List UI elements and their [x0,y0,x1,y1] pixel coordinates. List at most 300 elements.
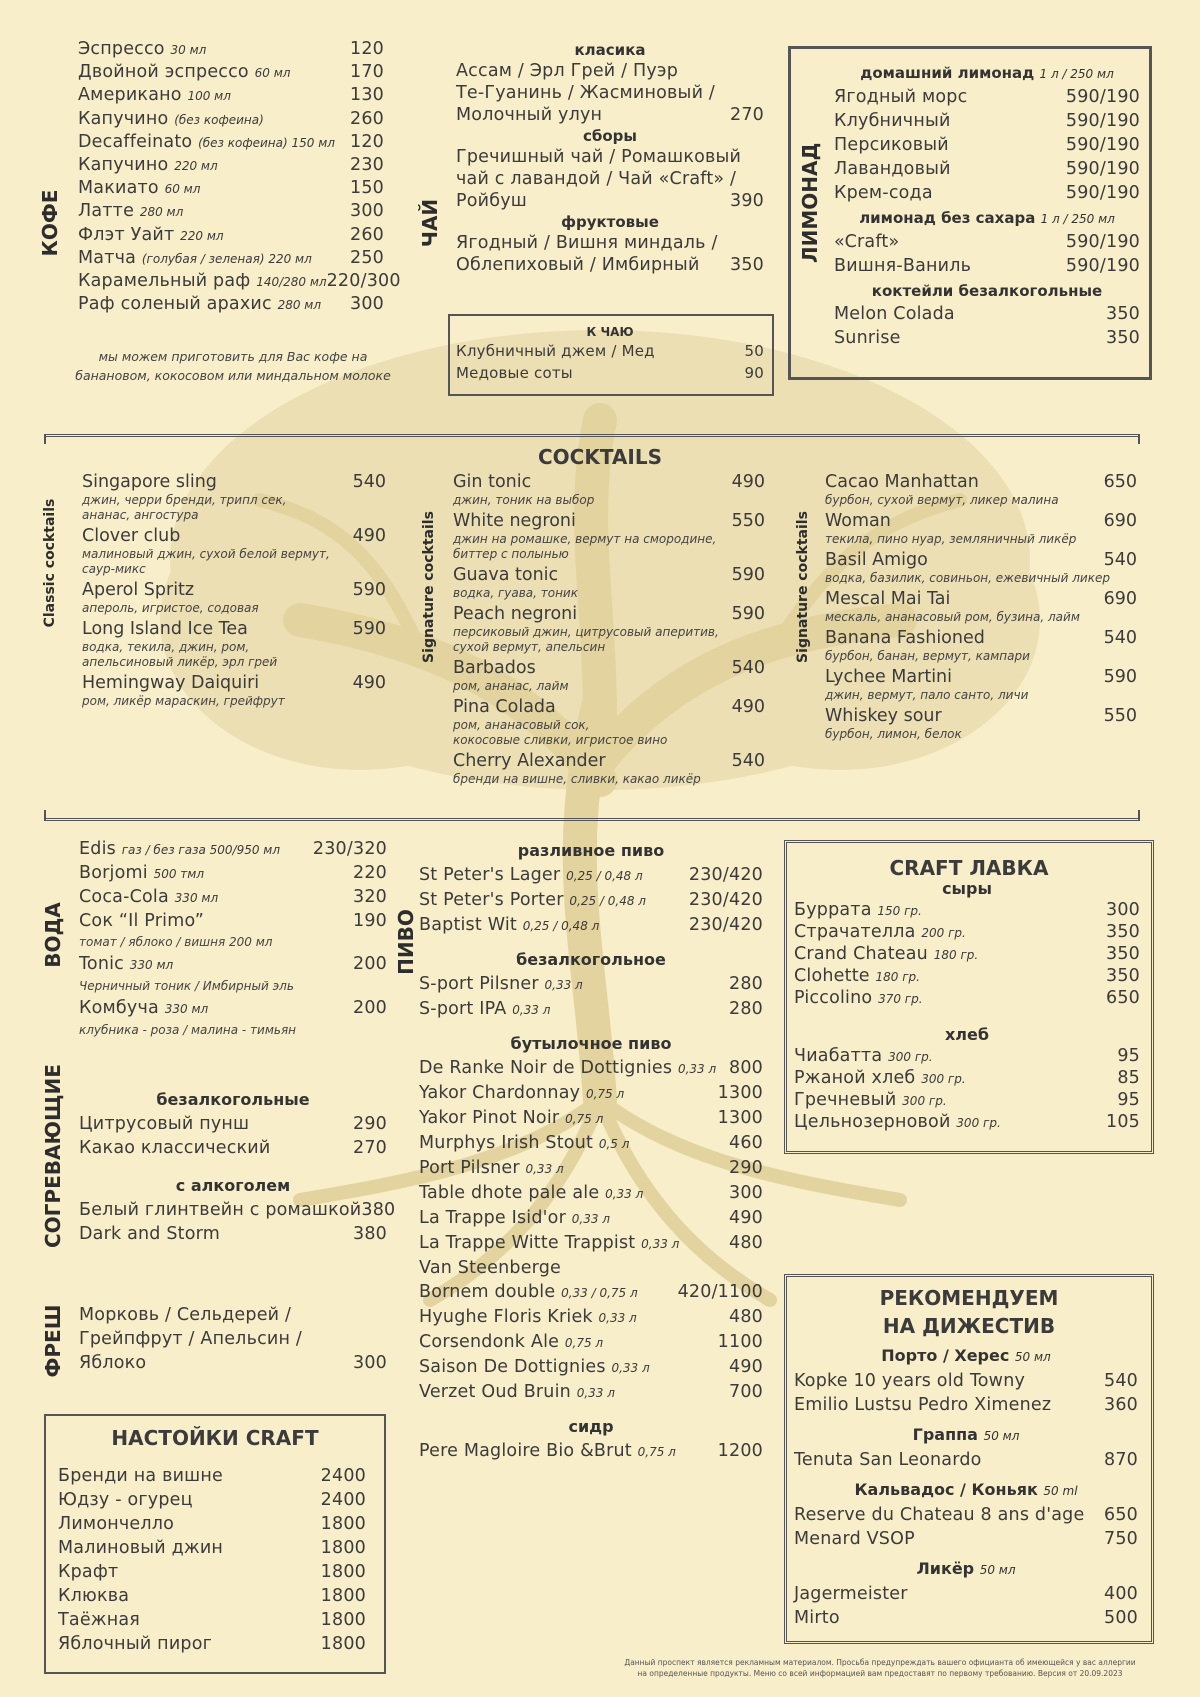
item-name: Латте [78,201,135,222]
cocktail-item [453,471,765,508]
item-note: 370 гр. [878,992,923,1006]
tea-line [456,146,764,168]
item-name-wrap [419,1181,643,1206]
cocktail-ingredients: джин, тоник на выбор [453,493,595,507]
item-price: 500 [1103,1608,1138,1628]
item-price: 590/190 [1065,87,1140,107]
menu-item [419,1081,763,1106]
item-name: Bornem double [419,1282,556,1302]
item-name: Макиато [78,178,159,199]
menu-item [79,838,387,862]
beer-title: ПИВО [394,909,418,975]
menu-item [794,1090,1140,1112]
item-name: Сок “Il Primo” [79,911,205,931]
item-price: 280 [728,999,763,1019]
cocktail-price: 540 [1103,550,1137,570]
item-name: Малиновый джин [58,1538,224,1558]
item-name: Американо [78,85,182,106]
menu-item [79,1136,387,1160]
item-name-wrap [834,254,971,278]
item-price: 250 [349,247,384,268]
item-name-wrap [794,1046,933,1068]
item-price: 260 [349,108,384,129]
item-name: Персиковый [834,135,949,155]
lemonade-group-heading [834,280,1140,302]
craft-shop-list [794,878,1140,1134]
cocktails-title: COCKTAILS [537,445,662,469]
cocktail-row [453,564,765,586]
cocktail-price: 590 [352,580,386,600]
menu-item [419,1280,763,1305]
item-note: 140/280 мл [256,275,327,290]
digestif-heading-text: Ликёр [916,1559,975,1578]
beer-group-heading: бутылочное пиво [510,1034,672,1053]
menu-item [419,1330,763,1355]
item-name: Jagermeister [794,1584,908,1604]
cocktail-price: 540 [731,658,765,678]
item-name: Гречневый [794,1090,897,1110]
water-title: ВОДА [41,902,65,968]
tea-line-text: чай с лавандой / Чай «Craft» / [456,169,737,189]
cocktail-name: Singapore sling [82,472,217,492]
item-price: 650 [1103,1505,1138,1525]
item-price: 120 [349,131,384,152]
item-price: 105 [1105,1112,1140,1132]
item-name-wrap [419,863,643,888]
menu-item [794,966,1140,988]
menu-item [419,1355,763,1380]
item-price: 270 [352,1138,387,1158]
item-name: Белый глинтвейн с ромашкой [79,1200,362,1220]
menu-item [794,1369,1138,1393]
item-price: 150 [349,178,384,199]
item-name: Карамельный раф [78,271,251,292]
cocktail-ingredients: джин на ромашке, вермут на смородине, [453,532,717,546]
cocktail-price: 550 [1103,706,1137,726]
cocktail-ingredients: ром, ликёр мараскин, грейфрут [82,694,285,708]
digestif-heading-note: 50 мл [983,1429,1020,1443]
item-name: Decaffeinato [78,131,193,152]
tea-line-text: Молочный улун [456,105,603,125]
item-name-wrap [78,38,206,61]
warming-group-heading: с алкоголем [175,1176,291,1195]
cocktail-name: Mescal Mai Tai [825,589,951,609]
item-price: 350 [1105,328,1140,348]
cocktail-name: Hemingway Daiquiri [82,673,260,693]
item-name: Piccolino [794,988,873,1008]
water-item-desc: томат / яблоко / вишня 200 мл [79,935,273,949]
item-name: Borjomi [79,863,148,883]
lemonade-group-heading [834,207,1140,230]
menu-item [419,1231,763,1256]
lemonade-heading-text: коктейли безалкогольные [871,282,1103,300]
item-name-wrap [794,1112,1001,1134]
item-name-wrap [794,988,923,1010]
item-note: 30 мл [170,43,207,57]
menu-item [419,1256,763,1280]
classic-cocktails-list [82,471,386,711]
item-name-wrap [419,1081,624,1106]
coffee-list [78,38,401,316]
item-name-wrap [419,972,583,997]
item-name: La Trappe Witte Trappist [419,1233,636,1253]
item-name-wrap [58,1464,223,1488]
lemonade-heading-text: домашний лимонад [860,64,1035,82]
item-note: 0,25 / 0,48 л [522,919,600,933]
cocktail-item [825,705,1137,742]
cocktail-name: Guava tonic [453,565,559,585]
item-name: Port Pilsner [419,1158,520,1178]
digestif-heading-text: Порто / Херес [881,1346,1010,1365]
item-name-wrap [834,326,901,350]
item-name-wrap [58,1560,118,1584]
cocktail-name: Barbados [453,658,536,678]
footer-disclaimer: Данный проспект является рекламным материалом. Просьба предупреждать вашего официанта об имеющейся у вас аллергии на определенные продукты. Меню со всей информацией вам предоставят по первому требованию. Версия от 20.09.2023 [624,1658,1136,1678]
cocktail-name: Pina Colada [453,697,556,717]
menu-item [419,1131,763,1156]
cocktail-item [82,471,386,523]
cocktail-name: Long Island Ice Tea [82,619,248,639]
menu-item [79,953,387,977]
tea-price: 350 [729,255,764,275]
cocktail-price: 490 [731,697,765,717]
tea-line-text: Ройбуш [456,191,527,211]
item-price: 220/300 [326,271,401,292]
menu-item [834,254,1140,278]
item-note: 0,33 л [525,1162,564,1176]
item-price: 1800 [320,1562,366,1582]
menu-item [834,230,1140,254]
item-name: Лимончелло [58,1514,175,1534]
tea-line-text: Те-Гуанинь / Жасминовый / [456,83,715,103]
item-name-wrap [794,900,922,922]
cocktail-name: Gin tonic [453,472,532,492]
item-name: La Trappe Isid'or [419,1208,566,1228]
item-name: De Ranke Noir de Dottignies [419,1058,673,1078]
lemonade-heading-note: 1 л / 250 мл [1039,67,1114,81]
item-price: 230/320 [312,839,387,859]
menu-item [456,340,764,362]
item-name: Dark and Storm [79,1224,220,1244]
item-name: S-port Pilsner [419,974,539,994]
cocktail-ingredients: бурбон, лимон, белок [825,727,962,741]
item-note: 0,75 л [637,1445,676,1459]
item-note: 280 мл [277,298,322,313]
cocktail-name: Basil Amigo [825,550,928,570]
cocktail-row [82,672,386,694]
item-name-wrap [834,85,967,109]
item-name: Капучино [78,108,169,129]
cocktail-price: 540 [731,751,765,771]
item-name-wrap [419,913,599,938]
item-name: Крем-сода [834,183,933,203]
item-price: 350 [1105,304,1140,324]
item-name-wrap [79,953,173,977]
item-price: 350 [1105,944,1140,964]
item-name: Лавандовый [834,159,951,179]
item-name-wrap [58,1536,223,1560]
item-name: Страчателла [794,922,916,942]
cocktail-item [82,579,386,616]
cocktail-ingredients: апероль, игристое, содовая [82,601,259,615]
item-price: 200 [352,998,387,1018]
item-name: Menard VSOP [794,1529,915,1549]
cocktail-name: Peach negroni [453,604,578,624]
menu-item [419,1439,763,1464]
lemonade-heading-text: лимонад без сахара [859,209,1036,227]
tea-title: ЧАЙ [418,198,442,248]
item-name: Murphys Irish Stout [419,1133,594,1153]
menu-item [78,247,384,270]
menu-item [79,1112,387,1136]
item-name-wrap [79,838,280,862]
tea-line-text: Ассам / Эрл Грей / Пуэр [456,61,679,81]
item-price: 300 [349,201,384,222]
digestif-list [794,1344,1138,1630]
item-price: 490 [728,1357,763,1377]
item-note: 300 гр. [956,1116,1001,1130]
cocktail-ingredients: водка, текила, джин, ром, [82,640,250,654]
item-name: Pere Magloire Bio &Brut [419,1441,632,1461]
item-note: 0,33 л [605,1187,644,1201]
menu-item [58,1560,366,1584]
item-name: Комбуча [79,998,159,1018]
menu-item [834,302,1140,326]
beer-group-heading: разливное пиво [517,841,665,860]
cocktail-ingredients: малиновый джин, сухой белой вермут, [82,547,330,561]
tea-group-heading: класика [574,41,646,59]
item-note: 0,33 / 0,75 л [561,1286,638,1300]
item-name: Sunrise [834,328,901,348]
cocktail-price: 550 [731,511,765,531]
item-name: Verzet Oud Bruin [419,1382,571,1402]
cocktail-price: 690 [1103,511,1137,531]
item-name: Чиабатта [794,1046,883,1066]
item-name: Baptist Wit [419,915,517,935]
tea-list [456,40,764,276]
cocktails-bottom-rule-left [44,810,46,820]
menu-item [58,1536,366,1560]
item-name: Tonic [79,954,124,974]
item-price: 300 [1105,900,1140,920]
item-name: Двойной эспрессо [78,62,249,83]
cocktails-top-rule [44,434,1140,437]
menu-item [794,1448,1138,1472]
item-note: 100 мл [187,89,231,104]
item-note: 220 мл [174,159,218,174]
menu-item [794,1068,1140,1090]
cocktail-item [825,666,1137,703]
item-price: 190 [352,911,387,931]
menu-item [834,326,1140,350]
cocktail-item [82,618,386,670]
item-name-wrap [419,888,646,913]
item-price: 700 [728,1382,763,1402]
craft-group-heading: сыры [942,879,992,898]
tea-group-heading: сборы [583,127,637,145]
item-price: 320 [352,887,387,907]
item-name: Melon Colada [834,304,955,324]
item-name: Emilio Lustsu Pedro Ximenez [794,1395,1052,1415]
item-name-wrap [58,1608,140,1632]
item-note: (без кофеина) [174,112,264,127]
cocktail-row [825,588,1137,610]
item-name-wrap [794,1582,908,1606]
item-price: 380 [352,1224,387,1244]
signature-cocktails-label-2: Signature cocktails [795,511,811,663]
cocktail-ingredients: сухой вермут, апельсин [453,640,606,654]
item-name: Mirto [794,1608,840,1628]
item-note: (без кофеина) 150 мл [198,135,335,150]
item-name: Эспрессо [78,39,165,59]
cocktail-name: Aperol Spritz [82,580,195,600]
item-name-wrap [419,1305,637,1330]
item-price: 460 [728,1133,763,1153]
menu-item [794,1582,1138,1606]
item-name-wrap [58,1512,174,1536]
cocktail-price: 590 [352,619,386,639]
cocktail-price: 490 [352,673,386,693]
warming-group-heading: безалкогольные [156,1090,310,1109]
item-price: 750 [1103,1529,1138,1549]
item-note: 0,75 л [565,1112,604,1126]
tea-line-text: Ягодный / Вишня миндаль / [456,233,718,253]
item-price: 1200 [717,1441,763,1461]
item-name-wrap [78,270,327,293]
item-name-wrap [79,997,208,1021]
cocktail-row [825,627,1137,649]
menu-item [79,910,387,933]
menu-item [419,1056,763,1081]
menu-item [78,84,384,107]
cocktails-top-rule-right [1138,434,1140,444]
item-name-wrap [78,61,290,84]
item-price: 300 [349,294,384,315]
item-name: Капучино [78,155,169,176]
cocktail-price: 590 [731,565,765,585]
item-name: Coca-Cola [79,887,169,907]
item-price: 50 [744,342,764,360]
cocktails-bottom-rule-right [1138,810,1140,820]
item-name-wrap [794,944,978,966]
menu-item [419,1305,763,1330]
signature-cocktails-label-1: Signature cocktails [421,511,437,663]
menu-item [794,1527,1138,1551]
item-note: 0,33 л [598,1311,637,1325]
item-name-wrap [79,910,204,933]
cocktail-price: 590 [1103,667,1137,687]
digestif-group-heading [794,1423,1138,1448]
digestif-title: РЕКОМЕНДУЕМ НА ДИЖЕСТИВ [879,1286,1059,1338]
item-name-wrap [78,293,321,316]
item-name: Клюква [58,1586,130,1606]
water-item-desc: клубника - роза / малина - тимьян [79,1023,297,1037]
item-name: Yakor Pinot Noir [419,1108,560,1128]
menu-item [78,200,384,223]
digestif-heading-note: 50 ml [1043,1484,1078,1498]
tea-line [456,168,764,190]
item-note: 180 гр. [875,970,920,984]
fresh-block: Морковь / Сельдерей / Грейпфрут / Апельсин / Яблоко 300 [79,1305,387,1373]
item-price: 1800 [320,1610,366,1630]
cocktail-item [825,627,1137,664]
item-note: 60 мл [164,182,201,197]
item-price: 1300 [717,1083,763,1103]
beer-group-heading: сидр [568,1417,614,1436]
item-name: Медовые соты [456,364,573,382]
item-note: 0,33 л [512,1003,551,1017]
item-name-wrap [794,922,966,944]
item-name-wrap [419,1355,650,1380]
tea-price: 390 [729,191,764,211]
item-name-wrap [419,997,550,1022]
warming-title: СОГРЕВАЮЩИЕ [41,1064,65,1248]
cocktail-item [453,750,765,787]
cocktail-name: Cherry Alexander [453,751,606,771]
menu-item [79,1222,387,1246]
item-name-wrap [79,1112,249,1136]
cocktail-row [453,696,765,718]
item-name-wrap [58,1632,212,1656]
item-name: Крафт [58,1562,119,1582]
cocktail-row [825,471,1137,493]
item-price: 300 [728,1183,763,1203]
menu-item [78,293,384,316]
item-note: 60 мл [254,66,291,81]
cocktail-ingredients: джин, вермут, пало санто, личи [825,688,1029,702]
item-note: 300 гр. [888,1050,933,1064]
item-price: 200 [352,954,387,974]
tea-line [456,82,764,104]
menu-item [419,1206,763,1231]
item-price: 230 [349,155,384,176]
menu-item [456,362,764,384]
item-name-wrap [794,1369,1025,1393]
menu-item [78,38,384,61]
item-name-wrap [78,108,264,131]
item-name: Цельнозерновой [794,1112,951,1132]
cocktail-price: 650 [1103,472,1137,492]
item-price: 1800 [320,1514,366,1534]
item-name-wrap [794,966,920,988]
item-name-wrap [58,1488,193,1512]
item-name: Ржаной хлеб [794,1068,916,1088]
item-name: S-port IPA [419,999,507,1019]
item-name: St Peter's Porter [419,890,564,910]
item-name-wrap [794,1606,840,1630]
item-name: Яблочный пирог [58,1634,213,1654]
item-note: 220 мл [180,228,224,243]
item-name-wrap [78,200,183,223]
cocktail-ingredients: ром, ананасовый сок, [453,718,590,732]
cocktail-item [82,672,386,709]
item-price: 85 [1117,1068,1140,1088]
tinctures-title: НАСТОЙКИ CRAFT [111,1426,319,1450]
item-name-wrap [58,1584,129,1608]
item-price: 360 [1103,1395,1138,1415]
cocktail-ingredients: водка, гуава, тоник [453,586,578,600]
tea-line-text: Облепиховый / Имбирный [456,255,700,275]
item-name: Флэт Уайт [78,224,175,245]
item-name-wrap [419,1439,676,1464]
item-name-wrap [78,154,218,177]
menu-item [79,886,387,910]
item-price: 480 [728,1233,763,1253]
cocktail-name: Cacao Manhattan [825,472,979,492]
menu-item [834,109,1140,133]
menu-item [79,862,387,886]
item-name: Table dhote pale ale [419,1183,600,1203]
